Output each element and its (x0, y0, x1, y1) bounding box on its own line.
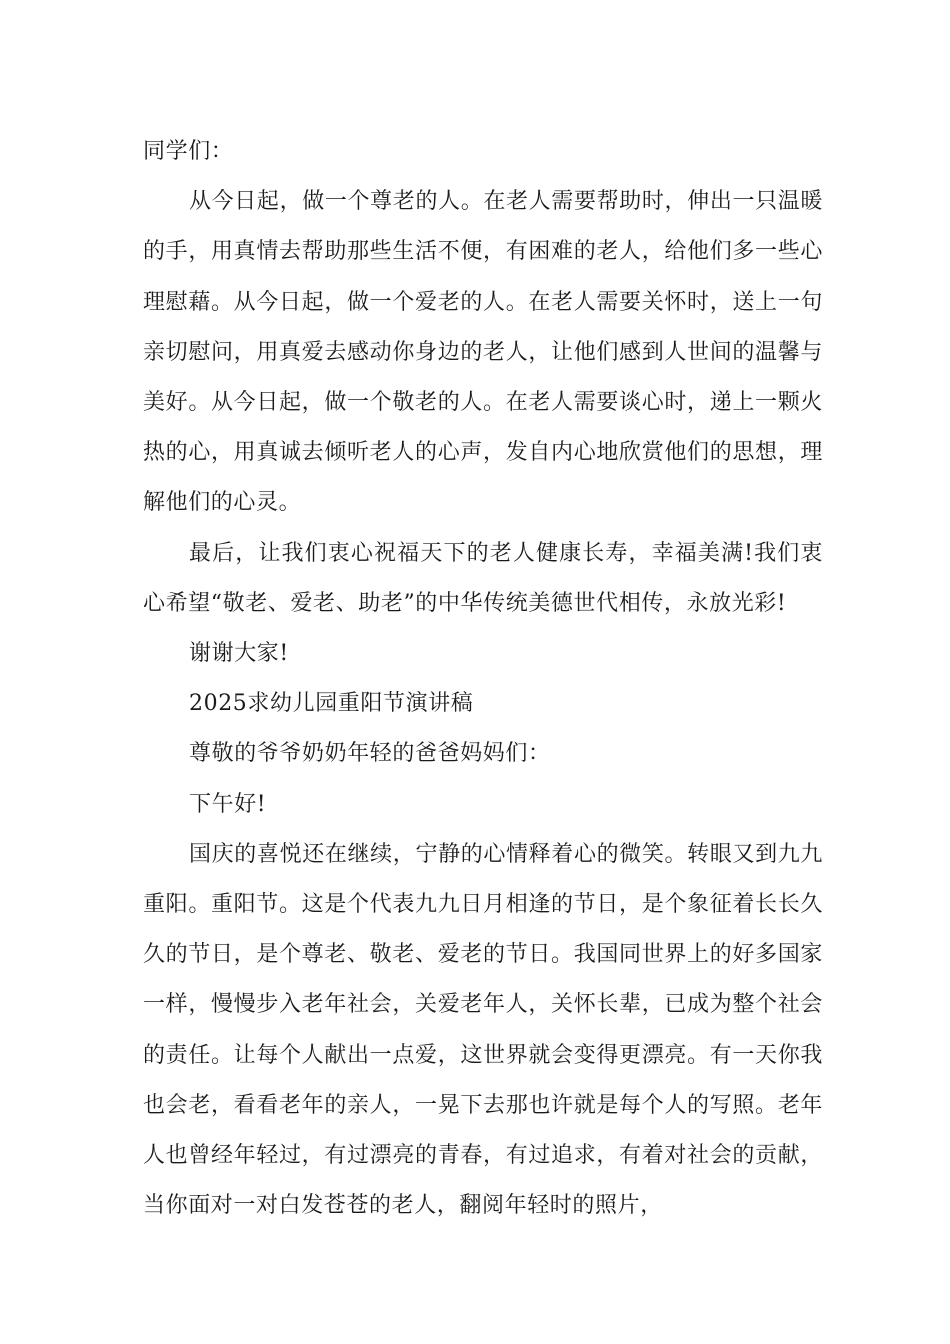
document-body (143, 127, 823, 1231)
thanks-line: 谢谢大家! (189, 641, 289, 667)
greeting: 同学们： (143, 139, 234, 164)
paragraph-blessing: 最后，让我们衷心祝福天下的老人健康长寿，幸福美满!我们衷心希望“敬老、爱老、助老”的中华传统美德世代相传，永放光彩! (143, 540, 823, 616)
salutation: 尊敬的爷爷奶奶年轻的爸爸妈妈们： (189, 741, 551, 767)
afternoon-greeting: 下午好! (189, 791, 267, 817)
paragraph-double-ninth: 国庆的喜悦还在继续，宁静的心情释着心的微笑。转眼又到九九重阳。重阳节。这是个代表九九日月相逢的节日，是个象征着长长久久的节日，是个尊老、敬老、爱老的节日。我国同世界上的好多国家一样，慢慢步入老年社会，关爱老年人，关怀长辈，已成为整个社会的责任。让每个人献出一点爱，这世界就会变得更漂亮。有一天你我也会老，看看老年的亲人，一晃下去那也许就是每个人的写照。老年人也曾经年轻过，有过漂亮的青春，有过追求，有着对社会的贡献，当你面对一对白发苍苍的老人，翻阅年轻时的照片， (143, 841, 823, 1219)
speech-title: 2025求幼儿园重阳节演讲稿 (189, 691, 474, 717)
paragraph-respect-elders: 从今日起，做一个尊老的人。在老人需要帮助时，伸出一只温暖的手，用真情去帮助那些生活不便，有困难的老人，给他们多一些心理慰藉。从今日起，做一个爱老的人。在老人需要关怀时，送上一句亲切慰问，用真爱去感动你身边的老人，让他们感到人世间的温馨与美好。从今日起，做一个敬老的人。在老人需要谈心时，递上一颗火热的心，用真诚去倾听老人的心声，发自内心地欣赏他们的思想，理解他们的心灵。 (143, 189, 823, 516)
